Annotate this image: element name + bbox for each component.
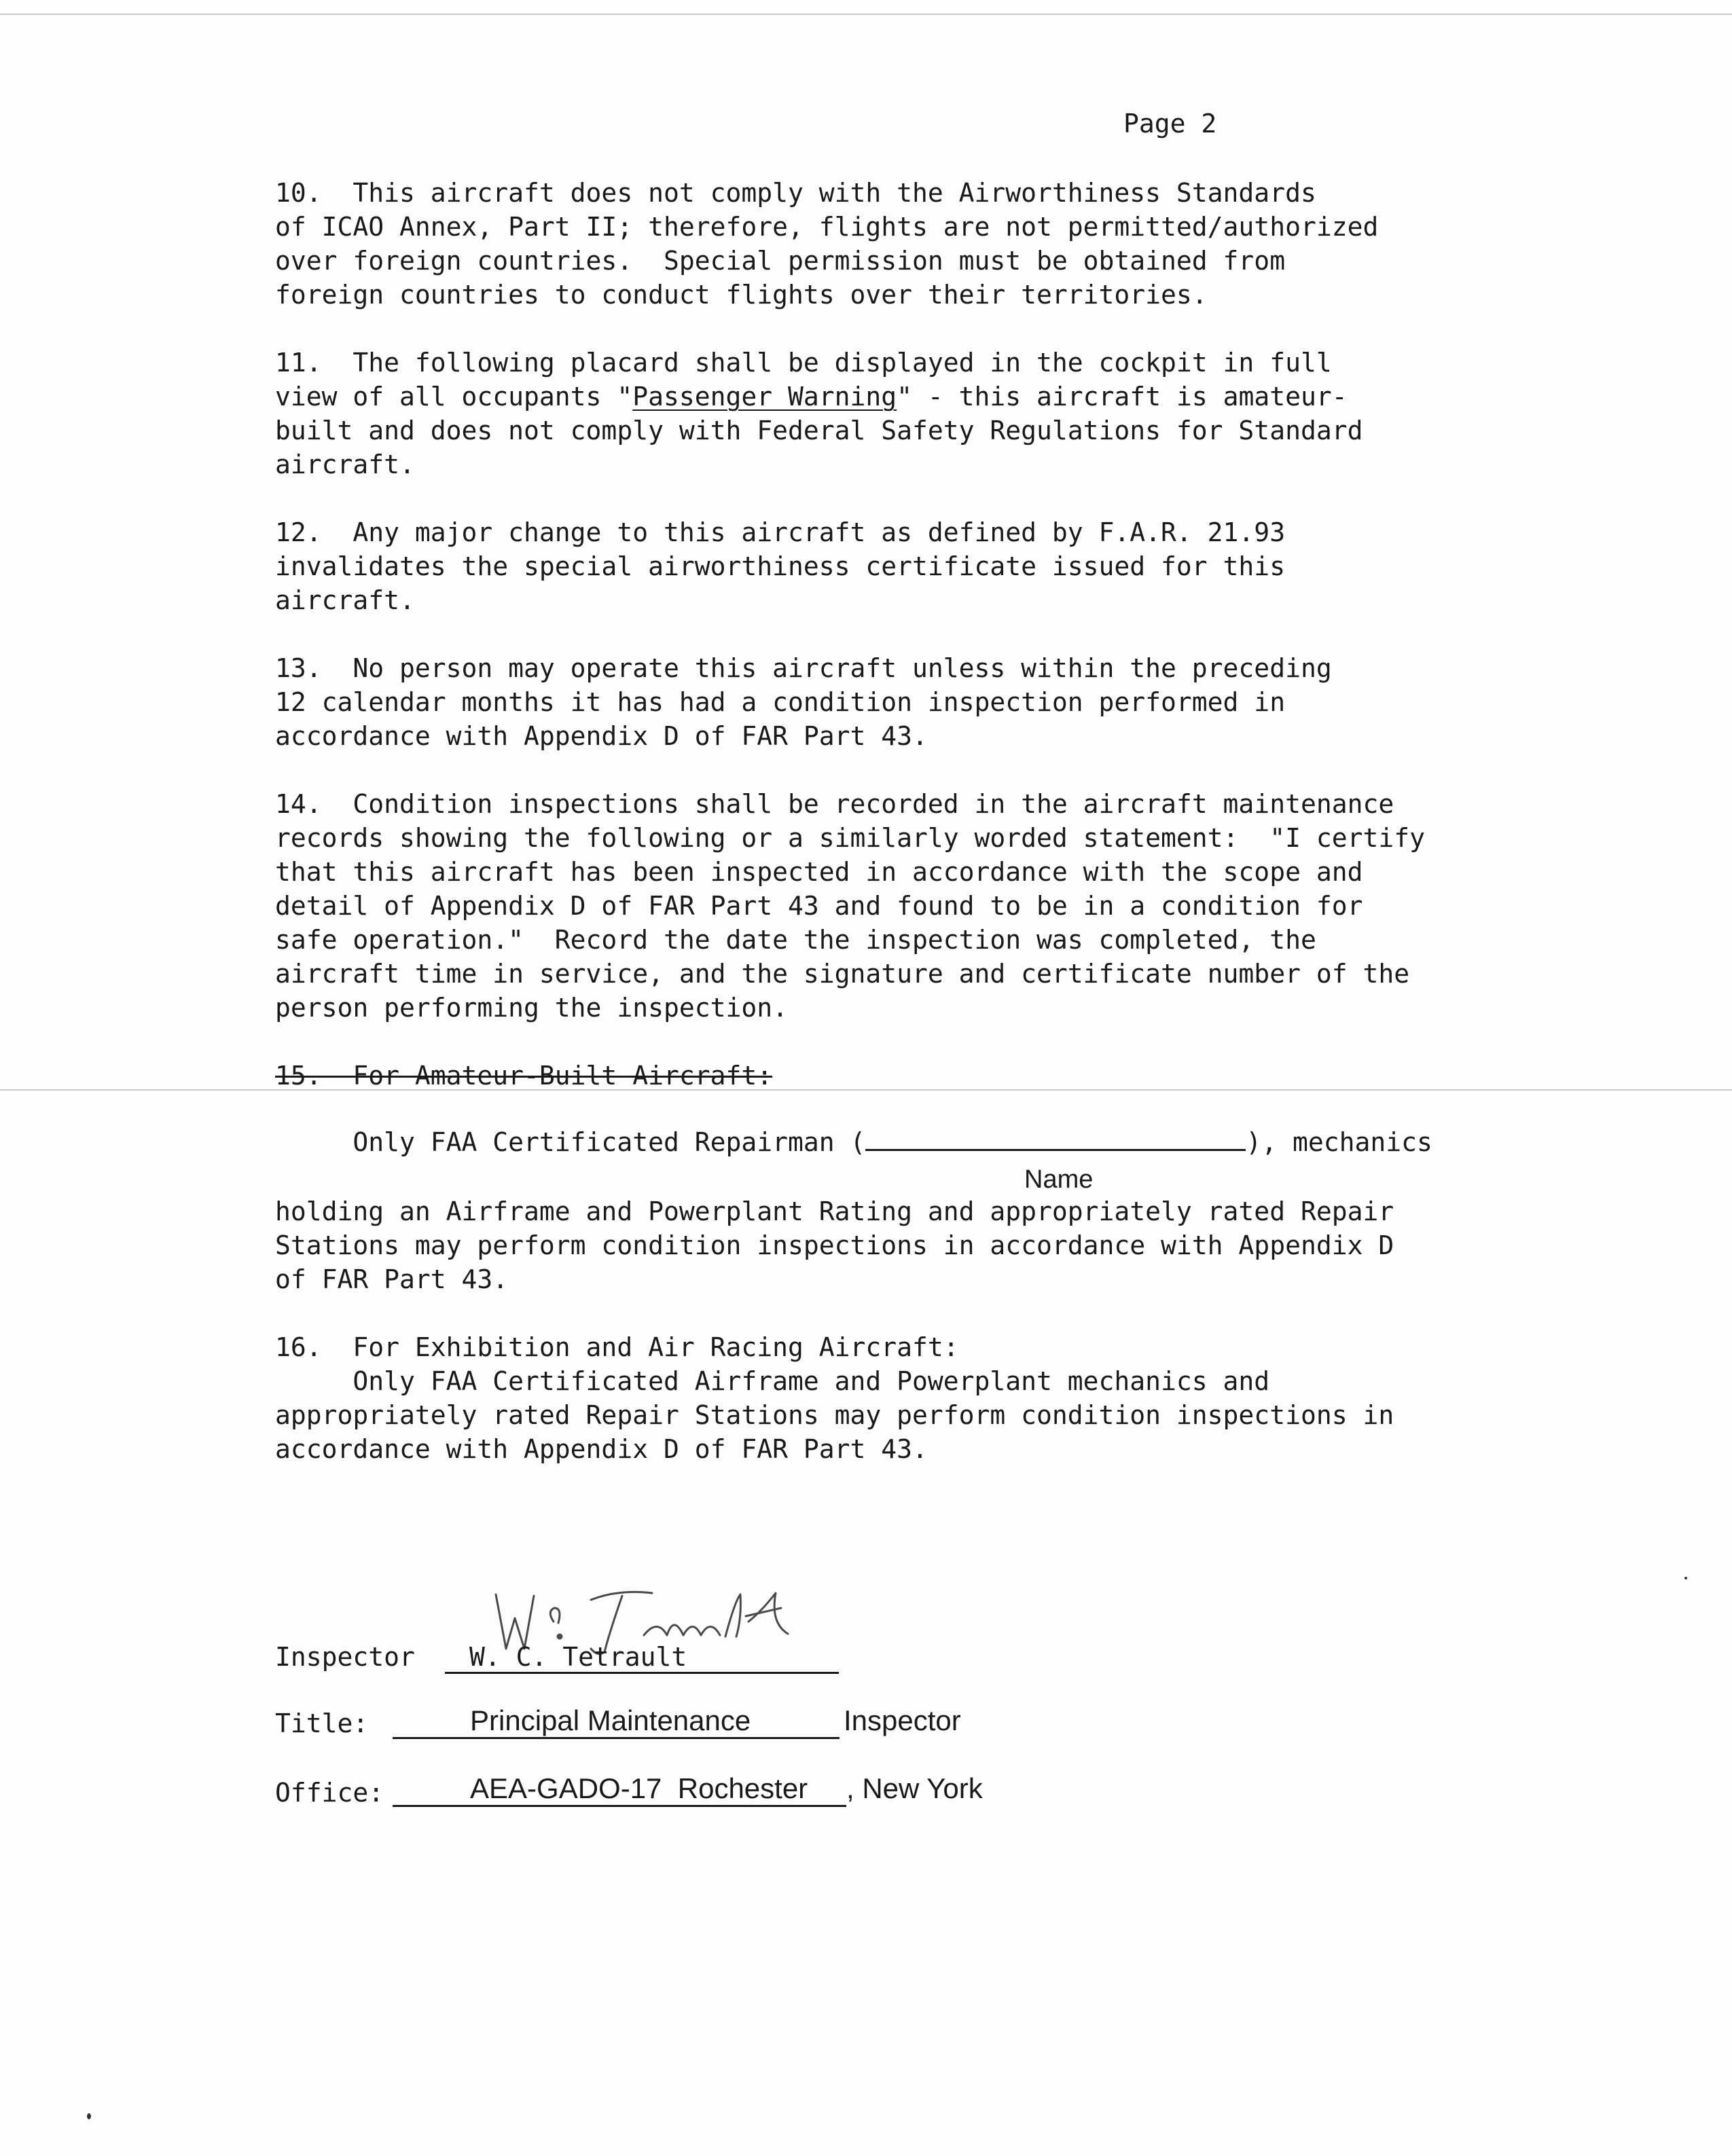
name-field-label: Name bbox=[1024, 1165, 1094, 1194]
paragraph-15-line: of FAR Part 43. bbox=[275, 1264, 509, 1294]
paragraph-11-line: built and does not comply with Federal Safety Regulations for Standard bbox=[275, 416, 1363, 445]
paragraph-12-line: invalidates the special airworthiness certificate issued for this bbox=[275, 551, 1286, 581]
paragraph-15-line: holding an Airframe and Powerplant Rating and appropriately rated Repair bbox=[275, 1196, 1394, 1226]
paragraph-14-line: person performing the inspection. bbox=[275, 993, 788, 1023]
paragraph-12-line: 12. Any major change to this aircraft as defined by F.A.R. 21.93 bbox=[275, 517, 1286, 547]
paragraph-15-text: ), mechanics bbox=[1246, 1127, 1432, 1157]
paragraph-10-line: of ICAO Annex, Part II; therefore, flights are not permitted/authorized bbox=[275, 212, 1379, 242]
repairman-name-blank[interactable] bbox=[865, 1129, 1246, 1151]
paper-fold-line-middle bbox=[0, 1089, 1732, 1091]
inspector-name-field: W. C. Tetrault bbox=[445, 1642, 839, 1674]
placard-title: Passenger Warning bbox=[632, 382, 897, 412]
title-suffix: Inspector bbox=[844, 1704, 961, 1736]
paragraph-11-line bbox=[275, 382, 1348, 412]
paragraph-10-line: over foreign countries. Special permission must be obtained from bbox=[275, 246, 1286, 276]
office-label: Office: bbox=[275, 1778, 384, 1808]
paper-fold-line-top bbox=[0, 14, 1732, 15]
paragraph-16-line: Only FAA Certificated Airframe and Powerplant mechanics and bbox=[275, 1366, 1270, 1396]
title-field: Principal Maintenance bbox=[393, 1704, 840, 1739]
paragraph-14-line: 14. Condition inspections shall be recorded in the aircraft maintenance bbox=[275, 789, 1394, 819]
paragraph-15-line bbox=[275, 1127, 1432, 1157]
paragraph-12-line: aircraft. bbox=[275, 585, 415, 615]
paragraph-14-line: aircraft time in service, and the signature and certificate number of the bbox=[275, 959, 1410, 989]
paragraph-11-line: 11. The following placard shall be displayed in the cockpit in full bbox=[275, 348, 1332, 378]
paragraph-10-line: 10. This aircraft does not comply with the Airworthiness Standards bbox=[275, 178, 1316, 208]
paragraph-11-text: view of all occupants " bbox=[275, 382, 633, 412]
paragraph-14-line: detail of Appendix D of FAR Part 43 and found to be in a condition for bbox=[275, 891, 1363, 921]
paragraph-13-line: 13. No person may operate this aircraft unless within the preceding bbox=[275, 653, 1332, 683]
paragraph-15-line: Stations may perform condition inspections in accordance with Appendix D bbox=[275, 1230, 1394, 1260]
page-number: Page 2 bbox=[1123, 109, 1217, 139]
paragraph-14-line: safe operation." Record the date the inspection was completed, the bbox=[275, 925, 1316, 955]
paragraph-16-line: 16. For Exhibition and Air Racing Aircraft: bbox=[275, 1332, 959, 1362]
paragraph-16-line: appropriately rated Repair Stations may perform condition inspections in bbox=[275, 1400, 1394, 1430]
inspector-label: Inspector bbox=[275, 1642, 415, 1672]
paragraph-13-line: 12 calendar months it has had a condition inspection performed in bbox=[275, 687, 1286, 717]
paragraph-14-line: that this aircraft has been inspected in accordance with the scope and bbox=[275, 857, 1363, 887]
paragraph-13-line: accordance with Appendix D of FAR Part 43. bbox=[275, 721, 928, 751]
paragraph-10-line: foreign countries to conduct flights over their territories. bbox=[275, 280, 1208, 310]
paragraph-11-line: aircraft. bbox=[275, 450, 415, 479]
paragraph-14-line: records showing the following or a similarly worded statement: "I certify bbox=[275, 823, 1425, 853]
office-field: AEA-GADO-17 Rochester bbox=[393, 1772, 846, 1807]
paragraph-15-text: Only FAA Certificated Repairman ( bbox=[275, 1127, 866, 1157]
paragraph-11-text: " - this aircraft is amateur- bbox=[897, 382, 1348, 412]
ink-speck bbox=[87, 2113, 91, 2119]
title-label: Title: bbox=[275, 1709, 369, 1738]
paragraph-15-heading: 15. For Amateur-Built Aircraft: bbox=[275, 1061, 773, 1091]
office-suffix: , New York bbox=[846, 1772, 983, 1804]
paragraph-16-line: accordance with Appendix D of FAR Part 43. bbox=[275, 1434, 928, 1464]
ink-speck bbox=[1684, 1577, 1687, 1579]
